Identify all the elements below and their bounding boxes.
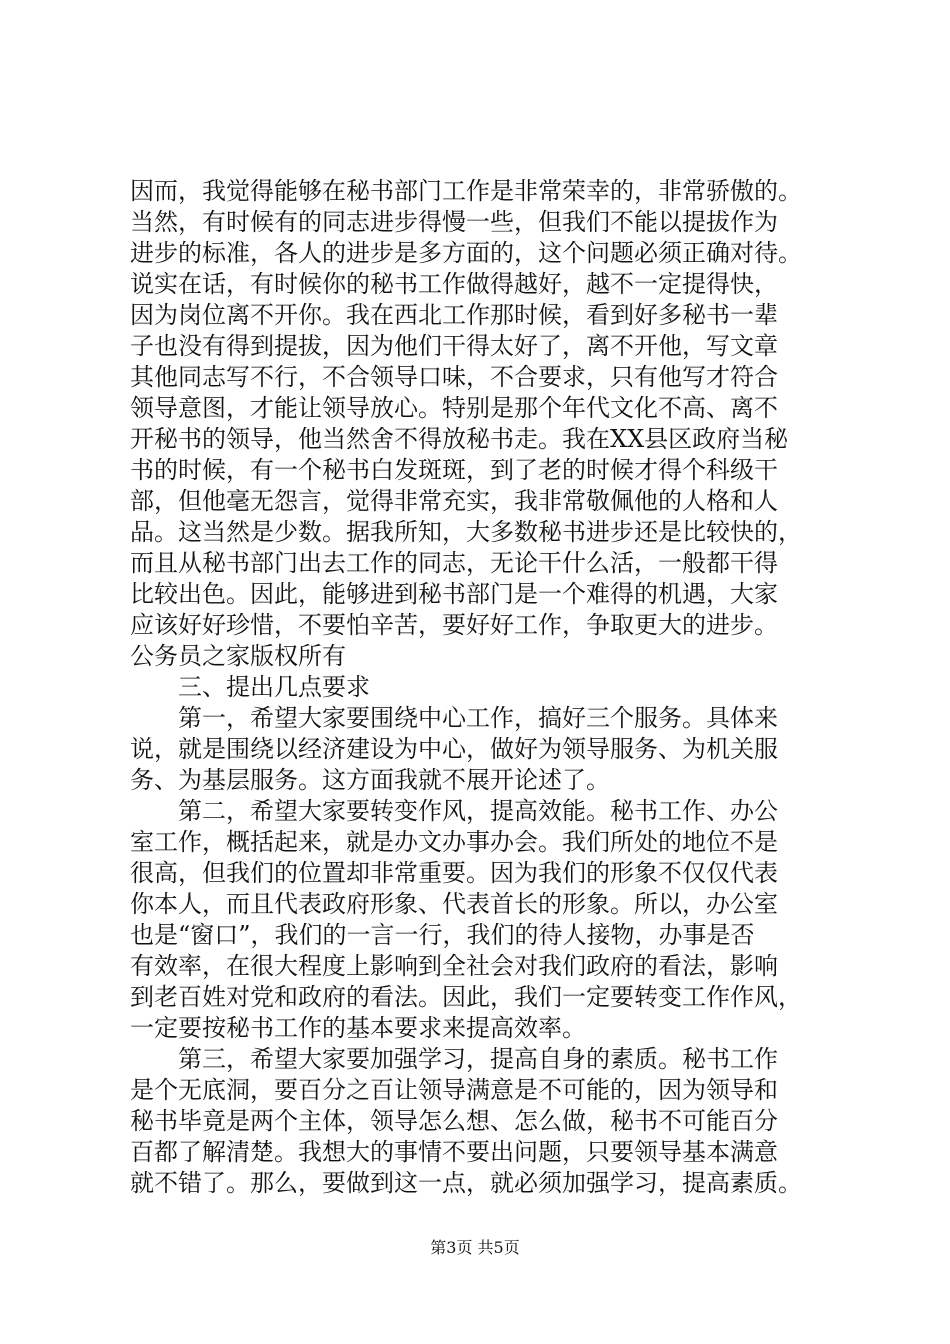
copyright-line: 公务员之家版权所有 [130, 642, 346, 670]
text-line: 因为岗位离不开你。我在西北工作那时候，看到好多秘书一辈 [130, 301, 778, 329]
text-line: 应该好好珍惜，不要怕辛苦，要好好工作，争取更大的进步。 [130, 611, 778, 639]
text-line: 百都了解清楚。我想大的事情不要出问题，只要领导基本满意 [130, 1138, 778, 1166]
paragraph-start: 第一，希望大家要围绕中心工作，搞好三个服务。具体来 [178, 704, 778, 732]
text-line: 说实在话，有时候你的秘书工作做得越好，越不一定提得快， [130, 270, 778, 298]
text-line: 到老百姓对党和政府的看法。因此，我们一定要转变工作作风， [130, 983, 802, 1011]
text-line: 也是“窗口”，我们的一言一行，我们的待人接物，办事是否 [130, 921, 755, 949]
paragraph-start: 第二，希望大家要转变作风，提高效能。秘书工作、办公 [178, 797, 778, 825]
page-number-footer: 第3页 共5页 [430, 1238, 520, 1257]
text-line: 一定要按秘书工作的基本要求来提高效率。 [130, 1014, 586, 1042]
text-line: 很高，但我们的位置却非常重要。因为我们的形象不仅仅代表 [130, 859, 778, 887]
text-line: 当然，有时候有的同志进步得慢一些，但我们不能以提拔作为 [130, 208, 778, 236]
text-line: 书的时候，有一个秘书白发斑斑，到了老的时候才得个科级干 [130, 456, 778, 484]
text-line: 就不错了。那么，要做到这一点，就必须加强学习，提高素质。 [130, 1169, 802, 1197]
text-line: 你本人，而且代表政府形象、代表首长的形象。所以，办公室 [130, 890, 778, 918]
text-line: 领导意图，才能让领导放心。特别是那个年代文化不高、离不 [130, 394, 778, 422]
section-heading: 三、提出几点要求 [178, 673, 370, 701]
text-line: 是个无底洞，要百分之百让领导满意是不可能的，因为领导和 [130, 1076, 778, 1104]
text-line: 秘书毕竟是两个主体，领导怎么想、怎么做，秘书不可能百分 [130, 1107, 778, 1135]
text-line: 子也没有得到提拔，因为他们干得太好了，离不开他，写文章 [130, 332, 778, 360]
document-body [130, 176, 830, 1199]
text-line: 品。这当然是少数。据我所知，大多数秘书进步还是比较快的， [130, 518, 802, 546]
text-line: 室工作，概括起来，就是办文办事办会。我们所处的地位不是 [130, 828, 778, 856]
text-line: 开秘书的领导，他当然舍不得放秘书走。我在XX县区政府当秘 [130, 425, 789, 453]
text-line: 而且从秘书部门出去工作的同志，无论干什么活，一般都干得 [130, 549, 778, 577]
text-line: 其他同志写不行，不合领导口味，不合要求，只有他写才符合 [130, 363, 778, 391]
text-line: 进步的标准，各人的进步是多方面的，这个问题必须正确对待。 [130, 239, 802, 267]
text-line: 说，就是围绕以经济建设为中心，做好为领导服务、为机关服 [130, 735, 778, 763]
text-line: 务、为基层服务。这方面我就不展开论述了。 [130, 766, 610, 794]
text-line: 有效率，在很大程度上影响到全社会对我们政府的看法，影响 [130, 952, 778, 980]
text-line: 部，但他毫无怨言，觉得非常充实，我非常敬佩他的人格和人 [130, 487, 778, 515]
text-line: 比较出色。因此，能够进到秘书部门是一个难得的机遇，大家 [130, 580, 778, 608]
text-line: 因而，我觉得能够在秘书部门工作是非常荣幸的，非常骄傲的。 [130, 177, 802, 205]
paragraph-start: 第三，希望大家要加强学习，提高自身的素质。秘书工作 [178, 1045, 778, 1073]
